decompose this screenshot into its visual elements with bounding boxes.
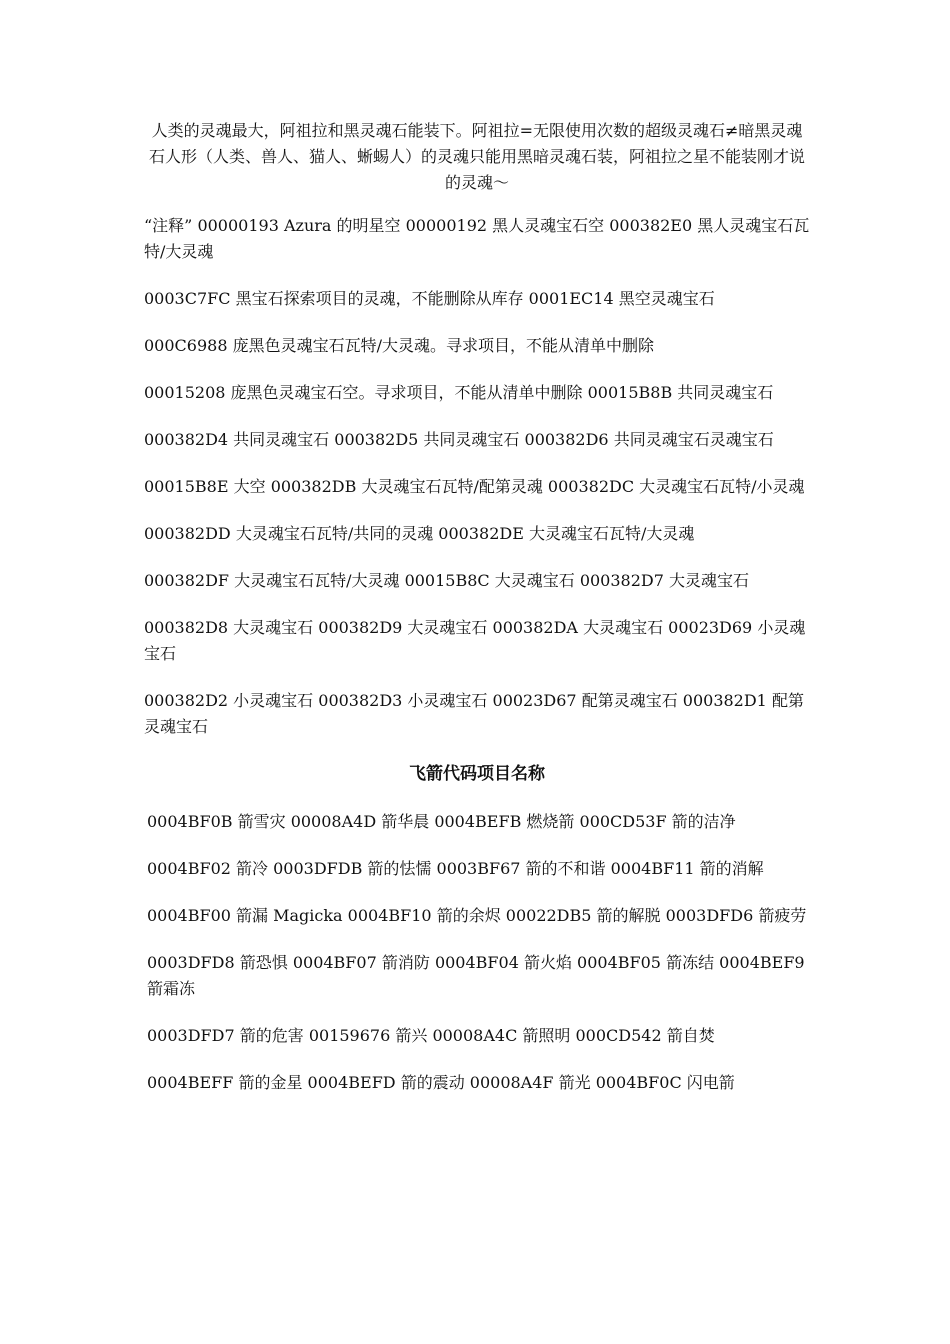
soul-gem-paragraph: 00015208 庞黑色灵魂宝石空。寻求项目，不能从清单中删除 00015B8B 共同灵魂宝石 xyxy=(144,383,774,402)
arrow-code-paragraph: 0004BEFF 箭的金星 0004BEFD 箭的震动 00008A4F 箭光 0004BF0C 闪电箭 xyxy=(147,1073,735,1092)
soul-gem-paragraph: 000382DF 大灵魂宝石瓦特/大灵魂 00015B8C 大灵魂宝石 000382D7 大灵魂宝石 xyxy=(144,571,749,590)
arrow-code-paragraph: 0004BF0B 箭雪灾 00008A4D 箭华晨 0004BEFB 燃烧箭 000CD53F 箭的洁净 xyxy=(147,812,736,831)
arrow-section-heading: 飞箭代码项目名称 xyxy=(409,764,545,784)
arrow-code-paragraph: 0004BF00 箭漏 Magicka 0004BF10 箭的余烬 00022DB5 箭的解脱 0003DFD6 箭疲劳 xyxy=(147,906,807,925)
soul-gem-paragraph: “注释” 00000193 Azura 的明星空 00000192 黑人灵魂宝石空 000382E0 黑人灵魂宝石瓦特/大灵魂 xyxy=(144,216,810,261)
soul-gem-paragraph: 0003C7FC 黑宝石探索项目的灵魂，不能删除从库存 0001EC14 黑空灵魂宝石 xyxy=(144,289,715,308)
soul-gem-section xyxy=(144,213,810,740)
soul-gem-paragraph: 000382D8 大灵魂宝石 000382D9 大灵魂宝石 000382DA 大灵魂宝石 00023D69 小灵魂宝石 xyxy=(144,618,806,663)
arrow-code-section xyxy=(144,809,810,1096)
soul-gem-paragraph: 000382DD 大灵魂宝石瓦特/共同的灵魂 000382DE 大灵魂宝石瓦特/大灵魂 xyxy=(144,524,695,543)
soul-gem-paragraph: 000C6988 庞黑色灵魂宝石瓦特/大灵魂。寻求项目，不能从清单中删除 xyxy=(144,336,654,355)
soul-gem-paragraph: 000382D2 小灵魂宝石 000382D3 小灵魂宝石 00023D67 配第灵魂宝石 000382D1 配第灵魂宝石 xyxy=(144,691,804,736)
soul-gem-paragraph: 000382D4 共同灵魂宝石 000382D5 共同灵魂宝石 000382D6 共同灵魂宝石灵魂宝石 xyxy=(144,430,774,449)
soul-gem-paragraph: 00015B8E 大空 000382DB 大灵魂宝石瓦特/配第灵魂 000382DC 大灵魂宝石瓦特/小灵魂 xyxy=(144,477,805,496)
intro-paragraph: 人类的灵魂最大，阿祖拉和黑灵魂石能装下。阿祖拉=无限使用次数的超级灵魂石≠暗黑灵魂石人形（人类、兽人、猫人、蜥蜴人）的灵魂只能用黑暗灵魂石装，阿祖拉之星不能装刚才说的灵魂～ xyxy=(148,121,805,192)
arrow-code-paragraph: 0003DFD8 箭恐惧 0004BF07 箭消防 0004BF04 箭火焰 0004BF05 箭冻结 0004BEF9 箭霜冻 xyxy=(147,953,805,998)
arrow-code-paragraph: 0003DFD7 箭的危害 00159676 箭兴 00008A4C 箭照明 000CD542 箭自焚 xyxy=(147,1026,715,1045)
arrow-code-paragraph: 0004BF02 箭冷 0003DFDB 箭的怯懦 0003BF67 箭的不和谐 0004BF11 箭的消解 xyxy=(147,859,764,878)
